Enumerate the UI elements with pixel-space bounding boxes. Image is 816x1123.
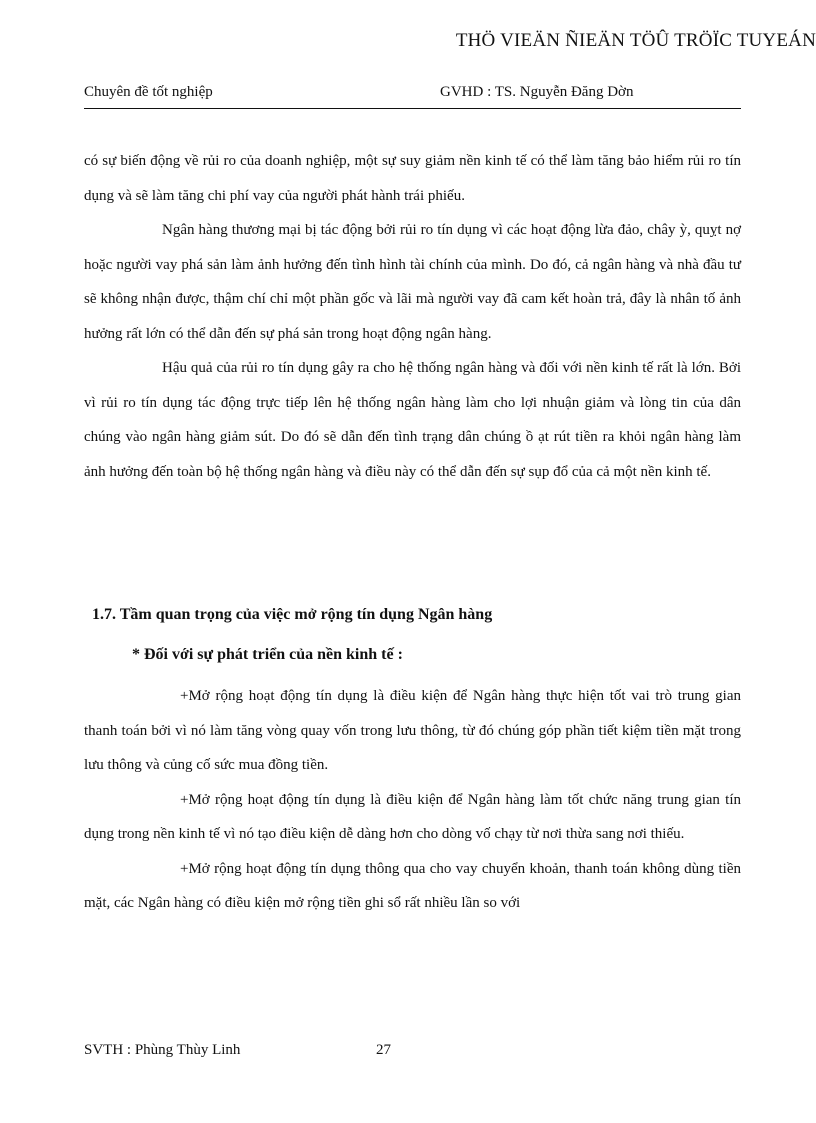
paragraph: +Mở rộng hoạt động tín dụng là điều kiện để Ngân hàng thực hiện tốt vai trò trung gian thanh toán bởi vì nó làm tăng vòng quay vốn trong lưu thông, từ đó chúng góp phần tiết kiệm tiền mặt trong lưu thông và củng cố sức mua đồng tiền. [84,688,741,773]
header-topic: Chuyên đề tốt nghiệp [84,84,213,100]
paragraph: có sự biến động về rủi ro của doanh nghiệp, một sự suy giảm nền kinh tế có thể làm tăng bảo hiểm rủi ro tín dụng và sẽ làm tăng chi phí vay của người phát hành trái phiếu. [84,153,741,204]
footer-author: SVTH : Phùng Thùy Linh [84,1042,241,1058]
section-body [84,679,741,921]
watermark-text: THÖ VIEÄN ÑIEÄN TÖÛ TRÖÏC TUYEÁN [455,30,816,51]
section-subheading: * Đối với sự phát triển của nền kinh tế : [132,646,403,663]
header-advisor: GVHD : TS. Nguyễn Đăng Dờn [440,84,634,100]
paragraph: +Mở rộng hoạt động tín dụng là điều kiện để Ngân hàng làm tốt chức năng trung gian tín dụng trong nền kinh tế vì nó tạo điều kiện dễ dàng hơn cho dòng vố chạy từ nơi thừa sang nơi thiếu. [84,791,741,842]
page-footer [84,1042,741,1062]
body-text [84,144,741,489]
page-header [84,84,741,109]
page-number: 27 [376,1042,391,1058]
paragraph: Ngân hàng thương mại bị tác động bởi rủi ro tín dụng vì các hoạt động lừa đảo, chây ỳ, quỵt nợ hoặc người vay phá sản làm ảnh hưởng đến tình hình tài chính của mình. Do đó, cả ngân hàng và nhà đầu tư sẽ không nhận được, thậm chí chỉ một phần gốc và lãi mà người vay đã cam kết hoàn trả, đây là nhân tố ảnh hưởng rất lớn có thể dẫn đến sự phá sản trong hoạt động ngân hàng. [84,222,741,342]
paragraph: Hậu quả của rủi ro tín dụng gây ra cho hệ thống ngân hàng và đối với nền kinh tế rất là lớn. Bởi vì rủi ro tín dụng tác động trực tiếp lên hệ thống ngân hàng làm cho lợi nhuận giảm và lòng tin của dân chúng vào ngân hàng giảm sút. Do đó sẽ dẫn đến tình trạng dân chúng ồ ạt rút tiền ra khỏi ngân hàng làm ảnh hưởng đến toàn bộ hệ thống ngân hàng và điều này có thể dẫn đến sự sụp đổ của cả một nền kinh tế. [84,360,741,480]
paragraph: +Mở rộng hoạt động tín dụng thông qua cho vay chuyển khoản, thanh toán không dùng tiền mặt, các Ngân hàng có điều kiện mở rộng tiền ghi sổ rất nhiều lần so với [84,860,741,911]
section-heading: 1.7. Tầm quan trọng của việc mở rộng tín dụng Ngân hàng [92,606,493,623]
